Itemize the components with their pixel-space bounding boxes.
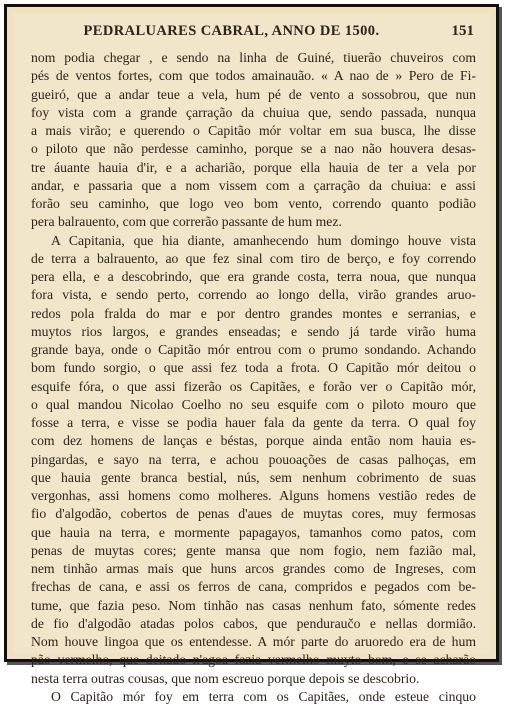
- text-line: Nom houve lingoa que os entendesse. A mór parte do aruoredo era de hum: [31, 634, 476, 649]
- text-line: bom fundo sorgio, o que assi fez toda a frota. O Capitão mór deitou o: [31, 360, 476, 376]
- text-line: que hauia gente branca bestial, nús, sem nenhum cobrimento de suas: [31, 469, 476, 485]
- text-line: pingardas, e sayo na terra, e achou pouoações de casas palhoças, em: [31, 451, 476, 467]
- text-line: o piloto que não perdesse caminho, porque se a nao não houvera desas-: [31, 141, 476, 157]
- text-line: andar, e passaria que a nom vissem com a çarração da chuiua: e assi: [31, 177, 476, 193]
- text-line: vergonhas, assi homens como molheres. Alguns homens vestião redes de: [31, 488, 476, 503]
- text-line: fio d'algodão, cobertos de penas d'aues de muytas cores, muy fermosas: [31, 506, 476, 522]
- text-line: nom podia chegar , e sendo na linha de Guiné, tiuerão chuveiros com: [31, 50, 476, 65]
- text-line: com dez homens de lanças e béstas, porque ainda então nom hauia es-: [31, 433, 476, 449]
- text-line: redos pola fralda do mar e por dentro grandes montes e serranias, e: [31, 305, 476, 321]
- text-line: muytos rios largos, e grandes enseadas; e sendo já tarde virão huma: [31, 323, 476, 339]
- text-line: pera ella, e a descobrindo, que era grande costa, terra noua, que nunqua: [31, 269, 476, 284]
- text-line: foy vista com a grande çarração da chuiua que, sendo passada, nunqua: [31, 104, 476, 120]
- text-line: nesta terra outras cousas, que nom escreuo porque depois se descobrio.: [31, 670, 420, 686]
- text-line: grande baya, onde o Capitão mór entrou com o prumo sondando. Achando: [31, 342, 476, 357]
- text-line: pão vermelho, que deitado n'agoa fazia vermelho muyto bom, e se acharão: [31, 652, 476, 668]
- text-line: penas de muytas cores; gente mansa que nom fogio, nem fazião mal,: [31, 542, 476, 558]
- text-line: de terra a balrauento, ao que fez sinal com tiro de berço, e foy correndo: [31, 250, 476, 266]
- body-text: [31, 49, 476, 706]
- text-line: A Capitania, que hia diante, amanhecendo hum domingo houve vista: [51, 232, 476, 248]
- text-line: a mais virão; e querendo o Capitão mór voltar em sua busca, lhe disse: [31, 123, 476, 138]
- text-line: pera balrauento, com que correrão passante de hum mez.: [31, 214, 342, 230]
- text-line: pés de ventos fortes, com que todos amainauão. « A nao de » Pero de Fi-: [31, 68, 476, 84]
- text-line: frechas de cana, e assi os ferros de cana, compridos e pegados com be-: [31, 579, 476, 595]
- text-line: que hauia na terra, e mormente papagayos, tamanhos como patos, com: [31, 524, 476, 540]
- text-line: tre áuante hauia d'ir, e a acharião, porque ella hauia de ter a vela por: [31, 159, 476, 175]
- text-line: fora vista, e sendo perto, correndo ao longo della, virão grandes aruo-: [31, 287, 476, 303]
- text-line: tume, que fazia peso. Nom tinhão nas casas nenhum fato, sómente redes: [31, 597, 476, 613]
- text-line: esquife fóra, o que assi fizerão os Capitães, e forão ver o Capitão mór,: [31, 378, 476, 394]
- text-line: fosse a terra, e visse se podia hauer fala da gente da terra. O qual foy: [31, 415, 476, 430]
- book-page: [13, 13, 490, 704]
- text-line: de fio d'algodão atadas polos cabos, que penduraučo e nellas dormião.: [31, 615, 476, 631]
- text-line: forão seu caminho, que logo veo bom vento, correndo quanto podião: [31, 196, 476, 211]
- page-header: [29, 23, 474, 45]
- text-line: gueiró, que a andar teue a vela, hum pé de vento a sossobrou, que nun: [31, 86, 476, 102]
- page-number: 151: [451, 23, 474, 39]
- text-line: nem tinhão armas mais que huns arcos grandes como de Ingreses, com: [31, 561, 476, 576]
- text-line: O Capitão mór foy em terra com os Capitães, onde esteue cinquo: [51, 688, 476, 704]
- text-line: o qual mandou Nicolao Coelho no seu esquife com o piloto mouro que: [31, 396, 476, 412]
- running-head: PEDRALUARES CABRAL, ANNO DE 1500.: [83, 23, 380, 39]
- page-frame: [4, 4, 499, 704]
